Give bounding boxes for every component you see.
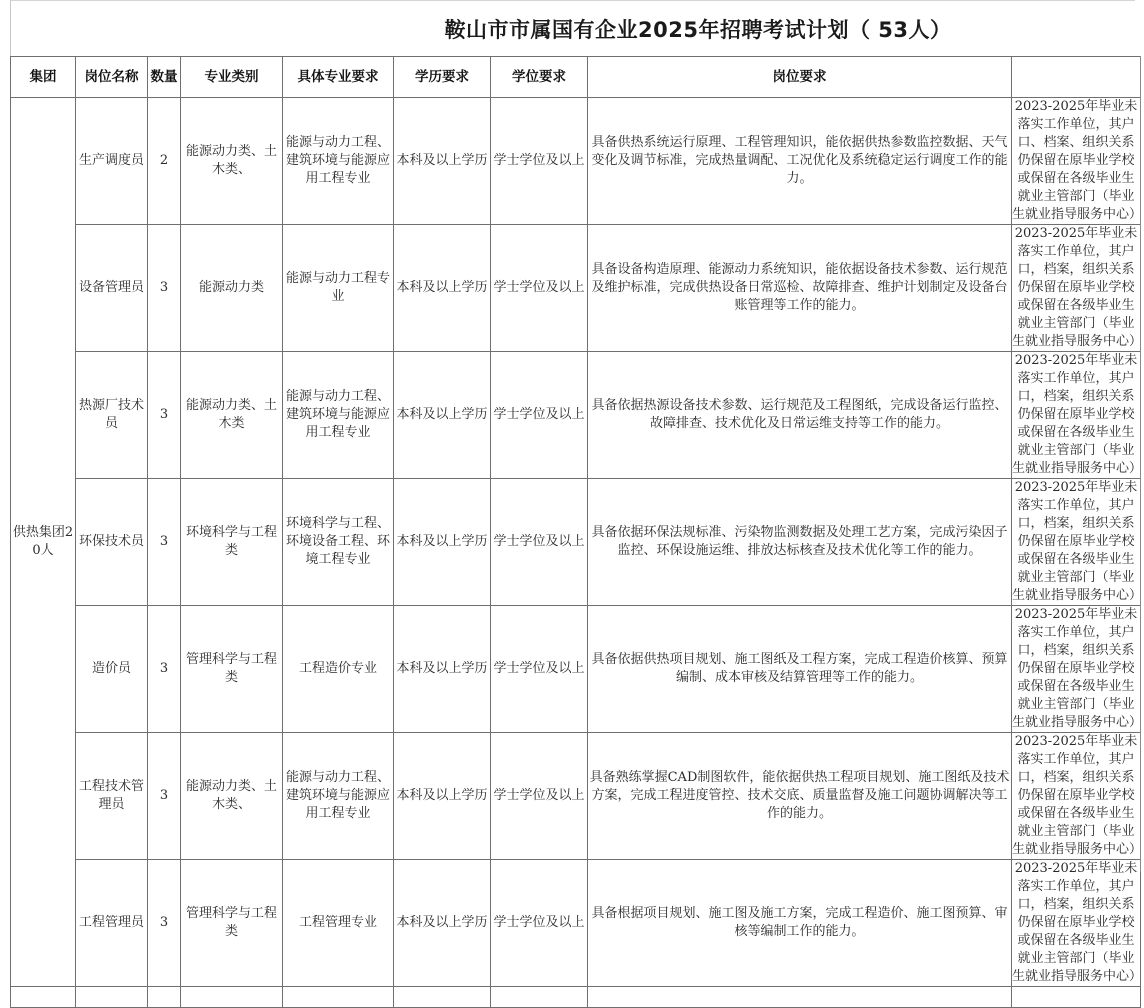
position-cell: 设备管理员 — [76, 225, 148, 352]
count-cell: 3 — [148, 479, 181, 606]
header-education: 学历要求 — [394, 57, 491, 98]
major-detail-cell: 能源与动力工程、建筑环境与能源应用工程专业 — [283, 352, 394, 479]
header-row — [11, 57, 1141, 98]
degree-cell: 学士学位及以上 — [491, 98, 588, 225]
major-category-cell: 能源动力类、土木类、 — [181, 98, 283, 225]
table-row — [11, 479, 1141, 606]
degree-cell: 学士学位及以上 — [491, 860, 588, 987]
empty-cell — [491, 987, 588, 1008]
requirement-cell: 具备熟练掌握CAD制图软件，能依据供热工程项目规划、施工图纸及技术方案，完成工程进度管控、技术交底、质量监督及施工问题协调解决等工作的能力。 — [588, 733, 1012, 860]
table-row — [11, 225, 1141, 352]
degree-cell: 学士学位及以上 — [491, 733, 588, 860]
note-cell: 2023-2025年毕业未落实工作单位，其户口，档案，组织关系仍保留在原毕业学校或保留在各级毕业生就业主管部门（毕业生就业指导服务中心） — [1012, 479, 1141, 606]
requirement-cell: 具备依据环保法规标准、污染物监测数据及处理工艺方案，完成污染因子监控、环保设施运维、排放达标核查及技术优化等工作的能力。 — [588, 479, 1012, 606]
degree-cell: 学士学位及以上 — [491, 479, 588, 606]
degree-cell: 学士学位及以上 — [491, 352, 588, 479]
table-row — [11, 606, 1141, 733]
table-row — [11, 352, 1141, 479]
header-degree: 学位要求 — [491, 57, 588, 98]
major-category-cell: 能源动力类、土木类、 — [181, 733, 283, 860]
major-detail-cell: 能源与动力工程、建筑环境与能源应用工程专业 — [283, 733, 394, 860]
requirement-cell: 具备供热系统运行原理、工程管理知识，能依据供热参数监控数据、天气变化及调节标准，完成热量调配、工况优化及系统稳定运行调度工作的能力。 — [588, 98, 1012, 225]
header-requirements: 岗位要求 — [588, 57, 1012, 98]
header-major-detail: 具体专业要求 — [283, 57, 394, 98]
header-group: 集团 — [11, 57, 76, 98]
education-cell: 本科及以上学历 — [394, 352, 491, 479]
table-row-partial — [11, 987, 1141, 1008]
empty-cell — [11, 987, 76, 1008]
position-cell: 生产调度员 — [76, 98, 148, 225]
count-cell: 3 — [148, 606, 181, 733]
education-cell: 本科及以上学历 — [394, 98, 491, 225]
note-cell: 2023-2025年毕业未落实工作单位，其户口、档案、组织关系仍保留在原毕业学校或保留在各级毕业生就业主管部门（毕业生就业指导服务中心） — [1012, 98, 1141, 225]
position-cell: 环保技术员 — [76, 479, 148, 606]
requirement-cell: 具备设备构造原理、能源动力系统知识，能依据设备技术参数、运行规范及维护标准，完成供热设备日常巡检、故障排查、维护计划制定及设备台账管理等工作的能力。 — [588, 225, 1012, 352]
major-detail-cell: 能源与动力工程、建筑环境与能源应用工程专业 — [283, 98, 394, 225]
position-cell: 造价员 — [76, 606, 148, 733]
header-major-category: 专业类别 — [181, 57, 283, 98]
document-title: 鞍山市市属国有企业2025年招聘考试计划（ 53人） — [444, 18, 952, 42]
recruitment-plan-table — [10, 56, 1141, 1008]
empty-cell — [181, 987, 283, 1008]
note-cell: 2023-2025年毕业未落实工作单位，其户口，档案，组织关系仍保留在原毕业学校或保留在各级毕业生就业主管部门（毕业生就业指导服务中心） — [1012, 225, 1141, 352]
position-cell: 工程管理员 — [76, 860, 148, 987]
empty-cell — [394, 987, 491, 1008]
empty-cell — [588, 987, 1012, 1008]
document-title-bar — [10, 0, 1135, 57]
major-detail-cell: 能源与动力工程专业 — [283, 225, 394, 352]
education-cell: 本科及以上学历 — [394, 860, 491, 987]
count-cell: 3 — [148, 352, 181, 479]
position-cell: 热源厂技术员 — [76, 352, 148, 479]
count-cell: 3 — [148, 860, 181, 987]
major-detail-cell: 工程管理专业 — [283, 860, 394, 987]
note-cell: 2023-2025年毕业未落实工作单位，其户口，档案，组织关系仍保留在原毕业学校或保留在各级毕业生就业主管部门（毕业生就业指导服务中心） — [1012, 733, 1141, 860]
count-cell: 2 — [148, 98, 181, 225]
requirement-cell: 具备依据供热项目规划、施工图纸及工程方案，完成工程造价核算、预算编制、成本审核及结算管理等工作的能力。 — [588, 606, 1012, 733]
table-row — [11, 733, 1141, 860]
major-detail-cell: 工程造价专业 — [283, 606, 394, 733]
position-cell: 工程技术管理员 — [76, 733, 148, 860]
education-cell: 本科及以上学历 — [394, 225, 491, 352]
degree-cell: 学士学位及以上 — [491, 606, 588, 733]
empty-cell — [283, 987, 394, 1008]
note-cell: 2023-2025年毕业未落实工作单位，其户口，档案，组织关系仍保留在原毕业学校或保留在各级毕业生就业主管部门（毕业生就业指导服务中心） — [1012, 352, 1141, 479]
major-category-cell: 能源动力类 — [181, 225, 283, 352]
empty-cell — [148, 987, 181, 1008]
education-cell: 本科及以上学历 — [394, 733, 491, 860]
major-category-cell: 能源动力类、土木类 — [181, 352, 283, 479]
page-edge-line — [1140, 56, 1141, 872]
header-note — [1012, 57, 1141, 98]
note-cell: 2023-2025年毕业未落实工作单位，其户口，档案，组织关系仍保留在原毕业学校或保留在各级毕业生就业主管部门（毕业生就业指导服务中心） — [1012, 606, 1141, 733]
note-cell: 2023-2025年毕业未落实工作单位，其户口，档案，组织关系仍保留在原毕业学校或保留在各级毕业生就业主管部门（毕业生就业指导服务中心） — [1012, 860, 1141, 987]
group-name-cell: 供热集团20人 — [11, 98, 76, 987]
degree-cell: 学士学位及以上 — [491, 225, 588, 352]
education-cell: 本科及以上学历 — [394, 479, 491, 606]
empty-cell — [1012, 987, 1141, 1008]
requirement-cell: 具备根据项目规划、施工图及施工方案，完成工程造价、施工图预算、审核等编制工作的能力。 — [588, 860, 1012, 987]
empty-cell — [76, 987, 148, 1008]
major-category-cell: 管理科学与工程类 — [181, 860, 283, 987]
education-cell: 本科及以上学历 — [394, 606, 491, 733]
requirement-cell: 具备依据热源设备技术参数、运行规范及工程图纸，完成设备运行监控、故障排查、技术优化及日常运维支持等工作的能力。 — [588, 352, 1012, 479]
major-category-cell: 环境科学与工程类 — [181, 479, 283, 606]
table-row — [11, 98, 1141, 225]
major-detail-cell: 环境科学与工程、环境设备工程、环境工程专业 — [283, 479, 394, 606]
major-category-cell: 管理科学与工程类 — [181, 606, 283, 733]
count-cell: 3 — [148, 225, 181, 352]
header-position: 岗位名称 — [76, 57, 148, 98]
table-row — [11, 860, 1141, 987]
header-count: 数量 — [148, 57, 181, 98]
count-cell: 3 — [148, 733, 181, 860]
